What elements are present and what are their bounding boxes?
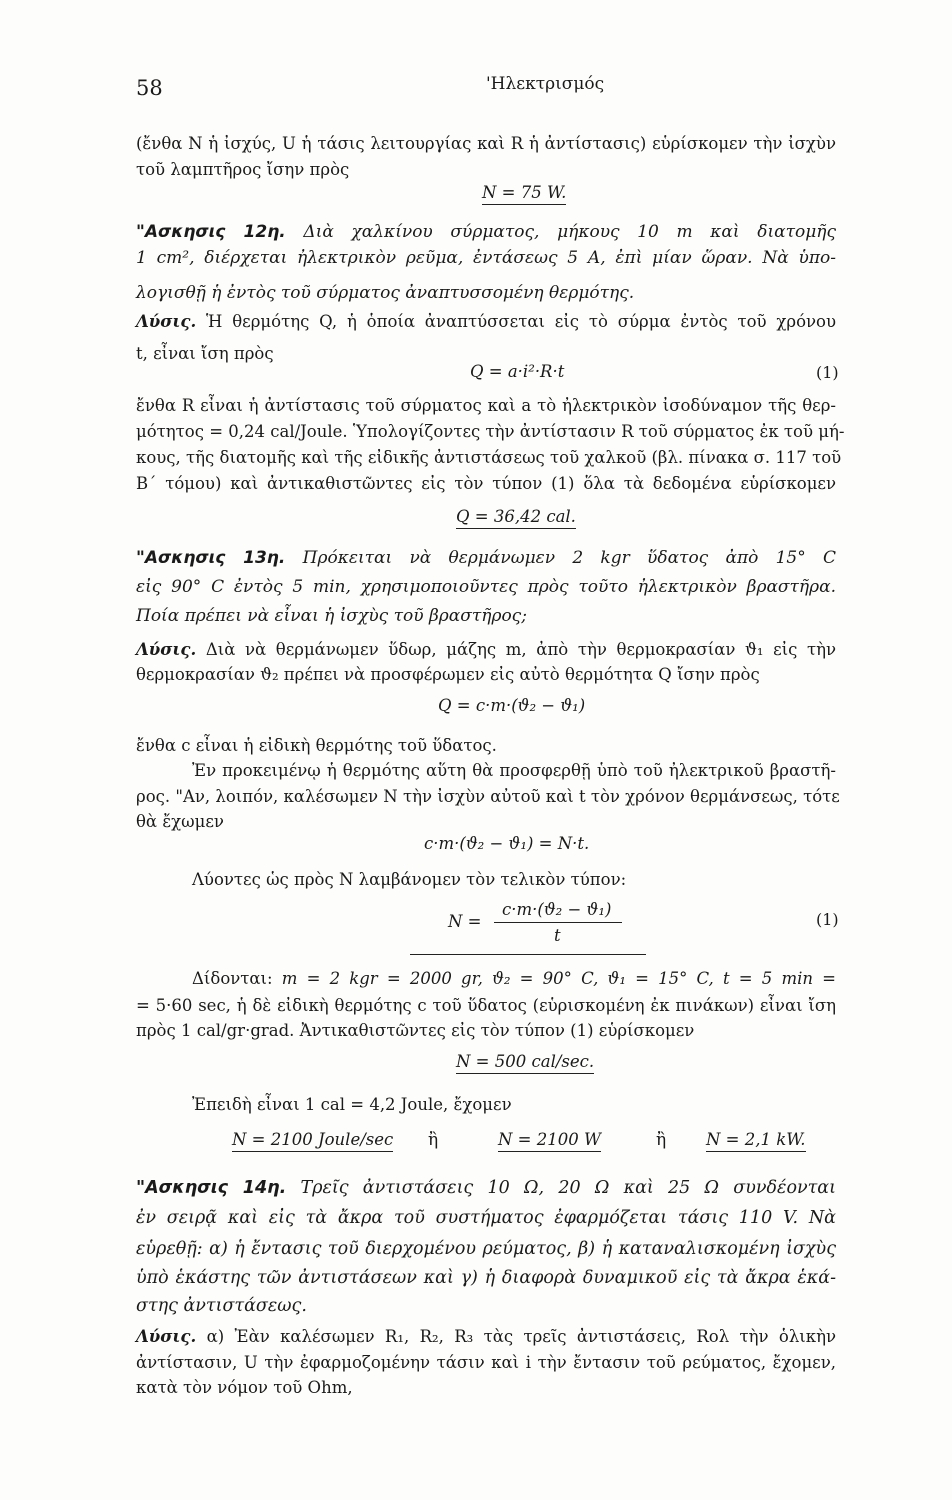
- equation-result-joule: N = 2100 Joule/sec: [232, 1130, 393, 1152]
- text-line: θερμοκρασίαν ϑ₂ πρέπει νὰ προσφέρωμεν εἰς αὐτὸ θερμότητα Q ἴσην πρὸς: [136, 665, 760, 684]
- text-line: κατὰ τὸν νόμον τοῦ Ohm,: [136, 1378, 353, 1397]
- exercise-12-line: "Ασκησις 12η. Διὰ χαλκίνου σύρματος, μήκους 10 m καὶ διατομῆς: [136, 222, 836, 242]
- text-line: ἐν σειρᾷ καὶ εἰς τὰ ἄκρα τοῦ συστήματος ἐφαρμόζεται τάσις 110 V. Νὰ: [136, 1208, 836, 1228]
- fraction-lhs: N =: [448, 912, 482, 931]
- text-line: = 5·60 sec, ἡ δὲ εἰδικὴ θερμότης c τοῦ ὕδατος (εὑρισκομένη ἐκ πινάκων) εἶναι ἴση: [136, 996, 836, 1015]
- text-line: ἀντίστασιν, U τὴν ἐφαρμοζομένην τάσιν καὶ i τὴν ἔντασιν τοῦ ρεύματος, ἔχομεν,: [136, 1353, 836, 1372]
- text-line: τοῦ λαμπτῆρος ἴσην πρὸς: [136, 160, 350, 179]
- text-line: εἰς 90° C ἐντὸς 5 min, χρησιμοποιοῦντες πρὸς τοῦτο ἠλεκτρικὸν βραστῆρα.: [136, 577, 836, 597]
- text-line: θὰ ἔχωμεν: [136, 812, 224, 831]
- exercise-13-label: "Ασκησις 13η.: [136, 548, 286, 568]
- text-line: ἔνθα c εἶναι ἡ εἰδικὴ θερμότης τοῦ ὕδατος.: [136, 736, 497, 755]
- exercise-12-label: "Ασκησις 12η.: [136, 222, 286, 242]
- conjunction: ἢ: [656, 1130, 667, 1150]
- text-line: ἔνθα R εἶναι ἡ ἀντίστασις τοῦ σύρματος καὶ a τὸ ἠλεκτρικὸν ἰσοδύναμον τῆς θερ-: [136, 396, 836, 415]
- text-line: Ἐν προκειμένῳ ἡ θερμότης αὕτη θὰ προσφερθῇ ὑπὸ τοῦ ἠλεκτρικοῦ βραστῆ-: [192, 761, 836, 780]
- text-line: στης ἀντιστάσεως.: [136, 1296, 307, 1316]
- equation-number: (1): [816, 363, 839, 382]
- page-number: 58: [136, 76, 163, 100]
- equation-power: N = 75 W.: [482, 183, 566, 205]
- equation-balance: c·m·(ϑ₂ − ϑ₁) = N·t.: [424, 834, 590, 853]
- text-line: κους, τῆς διατομῆς καὶ τῆς εἰδικῆς ἀντιστάσεως τοῦ χαλκοῦ (βλ. πίνακα σ. 117 τοῦ: [136, 448, 842, 467]
- solution-line: Λύσις. α) Ἐὰν καλέσωμεν R₁, R₂, R₃ τὰς τρεῖς ἀντιστάσεις, Rολ τὴν ὁλικὴν: [136, 1327, 836, 1346]
- solution-line: Λύσις. Ἡ θερμότης Q, ἡ ὁποία ἀναπτύσσεται εἰς τὸ σύρμα ἐντὸς τοῦ χρόνου: [136, 312, 837, 331]
- equation-result: N = 500 cal/sec.: [456, 1052, 594, 1074]
- equation-result-kw: N = 2,1 kW.: [706, 1130, 806, 1152]
- equation-result-watt: N = 2100 W: [498, 1130, 601, 1152]
- solution-label: Λύσις.: [136, 312, 197, 331]
- text-line: λογισθῇ ἡ ἐντὸς τοῦ σύρματος ἀναπτυσσομένη θερμότης.: [136, 283, 635, 303]
- text-line: ρος. "Αν, λοιπόν, καλέσωμεν N τὴν ἰσχὺν αὐτοῦ καὶ t τὸν χρόνον θερμάνσεως, τότε: [136, 787, 840, 806]
- equation-heat: Q = c·m·(ϑ₂ − ϑ₁): [438, 696, 586, 715]
- running-head: 'Ηλεκτρισμός: [486, 74, 605, 94]
- equation-joule: Q = a·i²·R·t: [470, 362, 565, 381]
- fraction-bar: [494, 922, 622, 923]
- exercise-13-line: "Ασκησις 13η. Πρόκειται νὰ θερμάνωμεν 2 kgr ὕδατος ἀπὸ 15° C: [136, 548, 837, 568]
- text-line: 1 cm², διέρχεται ἠλεκτρικὸν ρεῦμα, ἐντάσεως 5 A, ἐπὶ μίαν ὥραν. Νὰ ὑπο-: [136, 248, 836, 268]
- text-line: (ἔνθα N ἡ ἰσχύς, U ἡ τάσις λειτουργίας καὶ R ἡ ἀντίστασις) εὑρίσκομεν τὴν ἰσχὺν: [136, 134, 836, 153]
- text-line: Β΄ τόμου) καὶ ἀντικαθιστῶντες εἰς τὸν τύπον (1) ὅλα τὰ δεδομένα εὑρίσκομεν: [136, 474, 836, 493]
- text-line: Λύοντες ὡς πρὸς N λαμβάνομεν τὸν τελικὸν τύπον:: [192, 870, 627, 889]
- equation-number: (1): [816, 910, 839, 929]
- text-line: ὑπὸ ἑκάστης τῶν ἀντιστάσεων καὶ γ) ἡ διαφορὰ δυναμικοῦ εἰς τὰ ἄκρα ἑκά-: [136, 1268, 836, 1288]
- fraction-numerator: c·m·(ϑ₂ − ϑ₁): [502, 900, 612, 919]
- exercise-14-line: "Ασκησις 14η. Τρεῖς ἀντιστάσεις 10 Ω, 20 Ω καὶ 25 Ω συνδέονται: [136, 1178, 836, 1198]
- text-line: πρὸς 1 cal/gr·grad. Ἀντικαθιστῶντες εἰς τὸν τύπον (1) εὑρίσκομεν: [136, 1021, 695, 1040]
- conjunction: ἢ: [428, 1130, 439, 1150]
- text-line: Δίδονται: m = 2 kgr = 2000 gr, ϑ₂ = 90° C, ϑ₁ = 15° C, t = 5 min =: [192, 969, 836, 988]
- text-line: Ποία πρέπει νὰ εἶναι ἡ ἰσχὺς τοῦ βραστῆρος;: [136, 606, 527, 626]
- fraction-equation: [410, 900, 650, 960]
- solution-line: Λύσις. Διὰ νὰ θερμάνωμεν ὕδωρ, μάζης m, ἀπὸ τὴν θερμοκρασίαν ϑ₁ εἰς τὴν: [136, 640, 836, 659]
- underline: [410, 954, 646, 955]
- text-line: Ἐπειδὴ εἶναι 1 cal = 4,2 Joule, ἔχομεν: [192, 1095, 512, 1114]
- exercise-14-label: "Ασκησις 14η.: [136, 1178, 287, 1198]
- text-line: t, εἶναι ἴση πρὸς: [136, 344, 274, 363]
- text-line: εὑρεθῇ: α) ἡ ἔντασις τοῦ διερχομένου ρεύματος, β) ἡ καταναλισκομένη ἰσχὺς: [136, 1239, 836, 1259]
- equation-result: Q = 36,42 cal.: [456, 507, 576, 529]
- text-line: μότητος = 0,24 cal/Joule. Ὑπολογίζοντες τὴν ἀντίστασιν R τοῦ σύρματος ἐκ τοῦ μή-: [136, 422, 845, 441]
- fraction-denominator: t: [554, 926, 561, 945]
